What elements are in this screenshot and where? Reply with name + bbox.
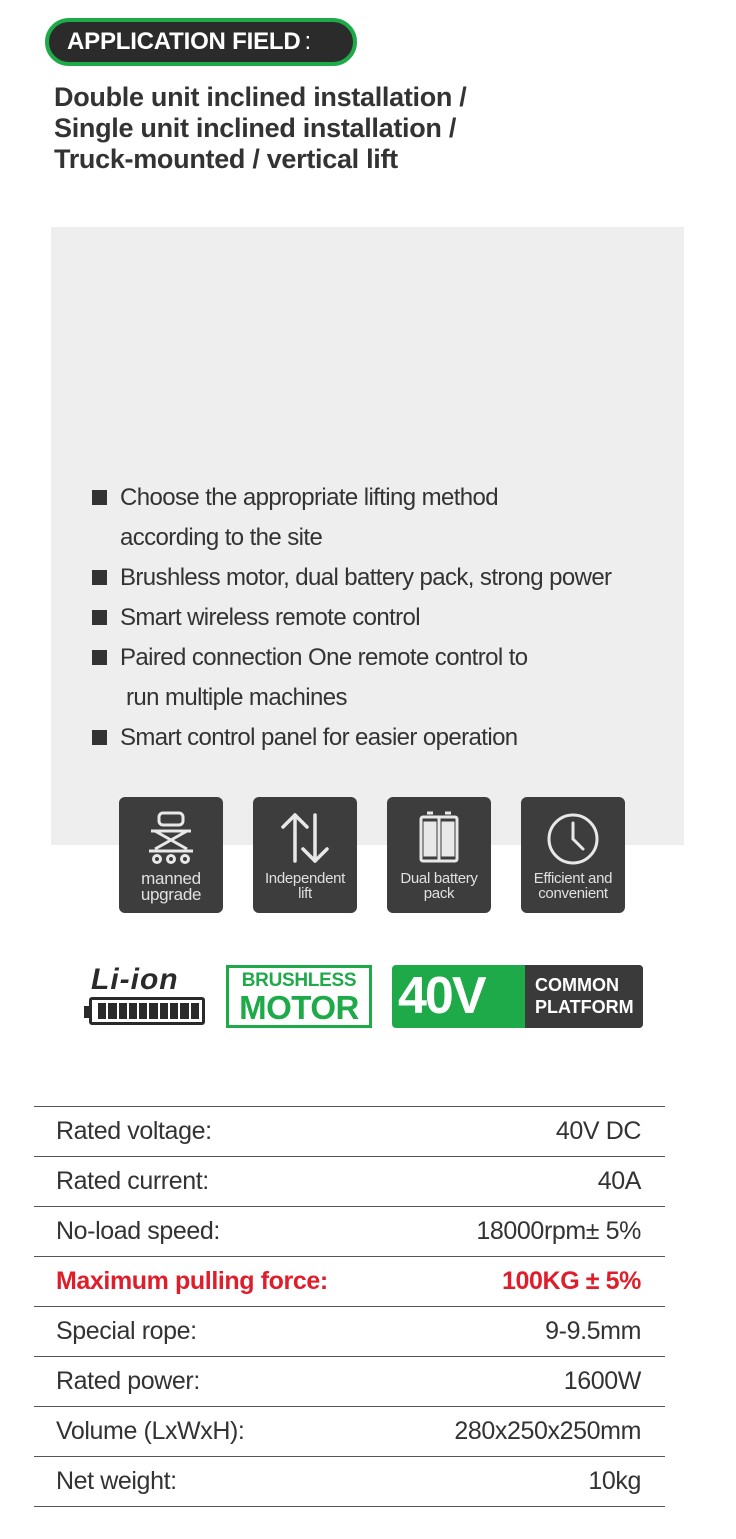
liion-logo <box>87 963 209 1027</box>
brushless-text: BRUSHLESS <box>241 970 357 991</box>
feature-text-cont: according to the site <box>120 524 323 551</box>
spec-label: Rated power: <box>56 1367 200 1395</box>
icon-card-efficient <box>521 797 625 913</box>
spec-label: Maximum pulling force: <box>56 1267 328 1295</box>
manned-lift-icon <box>141 809 201 869</box>
feature-text: Brushless motor, dual battery pack, strong power <box>120 564 612 591</box>
up-down-arrows-icon <box>275 809 335 869</box>
application-field-list <box>54 82 467 175</box>
feature-list <box>92 478 692 758</box>
application-line: Truck-mounted / vertical lift <box>54 144 398 174</box>
icon-card-label: Dual battery <box>400 870 478 887</box>
motor-text: MOTOR <box>239 989 359 1026</box>
spec-row <box>34 1457 665 1507</box>
square-bullet-icon <box>92 730 107 745</box>
spec-row <box>34 1307 665 1357</box>
spec-value: 40V DC <box>555 1117 641 1145</box>
application-field-badge <box>45 18 357 66</box>
platform-label <box>525 965 643 1028</box>
icon-card-label: pack <box>423 885 455 902</box>
spec-label: Volume (LxWxH): <box>56 1417 245 1445</box>
badge-colon: : <box>304 28 311 55</box>
feature-item <box>92 598 692 638</box>
feature-text: Choose the appropriate lifting method <box>120 484 499 511</box>
square-bullet-icon <box>92 650 107 665</box>
icon-card-dual-battery <box>387 797 491 913</box>
feature-text: Paired connection One remote control to <box>120 644 528 671</box>
icon-card-label: lift <box>298 885 312 902</box>
feature-text: Smart control panel for easier operation <box>120 724 518 751</box>
spec-label: Net weight: <box>56 1467 177 1495</box>
feature-icon-row <box>119 797 629 913</box>
icon-card-label: manned <box>141 869 201 888</box>
spec-row <box>34 1157 665 1207</box>
spec-value: 9-9.5mm <box>545 1317 641 1345</box>
platform-line: PLATFORM <box>535 997 634 1017</box>
application-line: Double unit inclined installation / <box>54 82 467 112</box>
spec-row <box>34 1107 665 1157</box>
feature-item <box>92 478 692 558</box>
spec-row <box>34 1207 665 1257</box>
dual-battery-icon <box>409 809 469 869</box>
spec-label: Rated voltage: <box>56 1117 212 1145</box>
square-bullet-icon <box>92 490 107 505</box>
platform-line: COMMON <box>535 975 619 995</box>
spec-row <box>34 1357 665 1407</box>
spec-value: 100KG ± 5% <box>502 1267 641 1295</box>
spec-value: 10kg <box>588 1467 641 1495</box>
40v-platform-logo <box>392 965 643 1028</box>
certification-logos <box>87 963 647 1031</box>
feature-text-cont: run multiple machines <box>126 684 347 711</box>
brushless-motor-logo <box>226 965 372 1028</box>
spec-value: 1600W <box>563 1367 641 1395</box>
liion-text: Li-ion <box>91 963 179 996</box>
feature-item <box>92 718 692 758</box>
icon-card-label: upgrade <box>140 885 202 904</box>
icon-card-label: convenient <box>538 885 608 902</box>
square-bullet-icon <box>92 570 107 585</box>
icon-card-manned-upgrade <box>119 797 223 913</box>
spec-value: 280x250x250mm <box>454 1417 641 1445</box>
spec-label: Special rope: <box>56 1317 197 1345</box>
icon-card-independent-lift <box>253 797 357 913</box>
icon-card-label: Independent <box>264 870 346 887</box>
feature-item <box>92 638 692 718</box>
spec-value: 40A <box>597 1167 641 1195</box>
icon-card-label: Efficient and <box>533 870 613 887</box>
application-line: Single unit inclined installation / <box>54 113 457 143</box>
voltage-text: 40V <box>398 967 485 1025</box>
square-bullet-icon <box>92 610 107 625</box>
spec-label: No-load speed: <box>56 1217 220 1245</box>
feature-item <box>92 558 692 598</box>
battery-icon <box>89 997 205 1025</box>
feature-text: Smart wireless remote control <box>120 604 421 631</box>
spec-table <box>34 1106 665 1507</box>
spec-row-highlight <box>34 1257 665 1307</box>
spec-value: 18000rpm± 5% <box>476 1217 641 1245</box>
badge-title: APPLICATION FIELD <box>67 28 301 55</box>
spec-row <box>34 1407 665 1457</box>
spec-label: Rated current: <box>56 1167 209 1195</box>
clock-icon <box>543 809 603 869</box>
